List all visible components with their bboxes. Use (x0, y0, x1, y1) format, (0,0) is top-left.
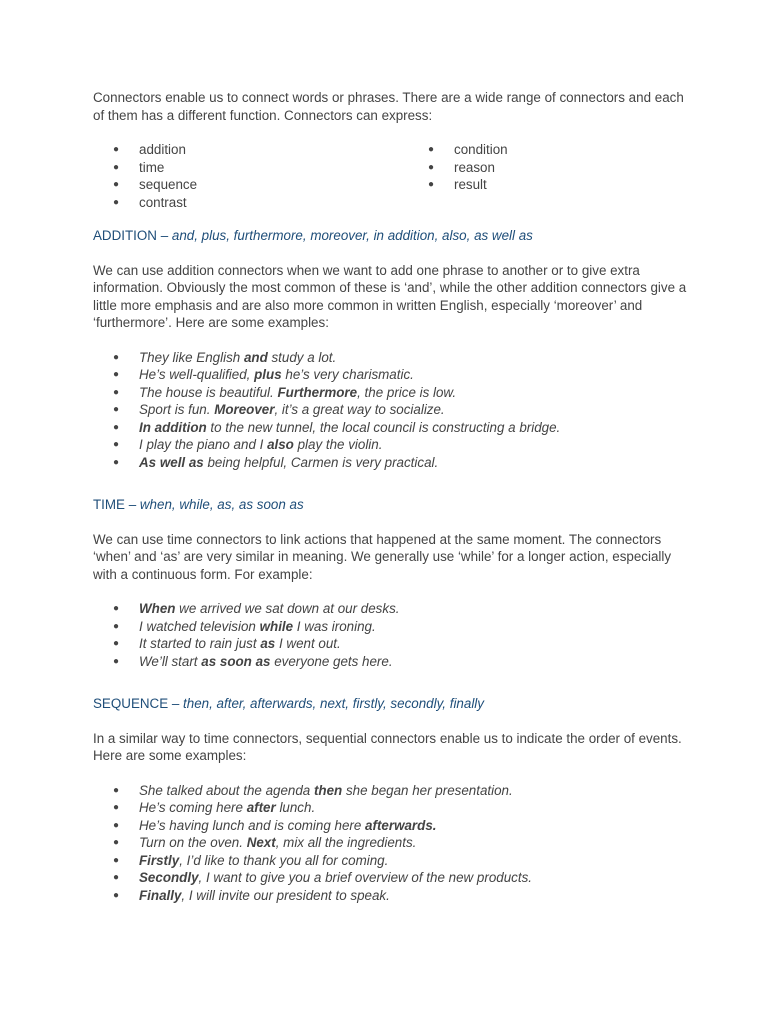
example-text-before: He’s well-qualified, (139, 367, 255, 382)
example-item (93, 600, 693, 618)
example-connector: Finally (139, 887, 182, 903)
function-item (408, 141, 688, 159)
example-text-after: lunch. (275, 800, 316, 815)
bullet-icon: ● (428, 144, 435, 155)
bullet-icon: ● (113, 179, 120, 190)
section-body-sequence: In a similar way to time connectors, sequential connectors enable us to indicate the order of events. Here are some examples: (93, 730, 682, 763)
list-item-text: time (139, 159, 165, 175)
function-item (408, 159, 688, 177)
list-item-text: addition (139, 142, 186, 157)
sections-container (93, 227, 693, 904)
example-text-after: , I’d like to thank you all for coming. (179, 852, 389, 868)
example-item (93, 436, 693, 454)
example-connector: as soon as (201, 653, 271, 669)
example-text-before: She talked about the agenda (139, 782, 314, 798)
example-item (93, 401, 693, 419)
example-text-before: He’s coming here (139, 800, 247, 815)
section-heading-connectors: when, while, as, as soon as (139, 497, 304, 512)
list-item-text: sequence (139, 177, 198, 192)
example-text-after: we arrived we sat down at our desks. (175, 601, 400, 616)
example-text-before: The house is beautiful. (139, 384, 278, 400)
example-text-after: play the violin. (293, 437, 383, 452)
bullet-icon: ● (113, 404, 120, 415)
function-item (93, 194, 408, 212)
section-heading-title: SEQUENCE (93, 696, 169, 711)
example-item (93, 349, 693, 367)
example-text-after: , the price is low. (357, 384, 457, 400)
bullet-icon: ● (113, 889, 120, 901)
example-connector: As well as (139, 454, 204, 470)
section-heading-dash: – (156, 228, 172, 243)
bullet-icon: ● (113, 837, 120, 848)
bullet-icon: ● (428, 179, 435, 190)
example-text-after: he’s very charismatic. (281, 367, 414, 382)
example-connector: When (139, 601, 176, 616)
function-item (93, 141, 408, 159)
examples-list-sequence (93, 782, 693, 905)
example-connector: plus (254, 367, 282, 382)
example-text-before: It started to rain just (139, 636, 261, 651)
example-connector: as (260, 636, 276, 651)
example-connector: after (246, 800, 276, 815)
bullet-icon: ● (113, 369, 120, 380)
example-text-before: Sport is fun. (139, 402, 215, 417)
example-text-before: I play the piano and I (139, 437, 268, 452)
example-connector: In addition (139, 419, 207, 435)
example-connector: Firstly (139, 852, 180, 868)
list-item-text: contrast (139, 194, 187, 210)
function-item (93, 159, 408, 177)
example-item (93, 366, 693, 384)
example-item (93, 782, 693, 800)
document-page (93, 89, 693, 929)
example-item (93, 618, 693, 636)
bullet-icon: ● (113, 802, 120, 813)
example-item (93, 869, 693, 887)
example-text-after: , mix all the ingredients. (275, 835, 417, 850)
section-body-addition: We can use addition connectors when we want to add one phrase to another or to give extra information. Obviously the most common of these is ‘and’, while the other addition connectors give a little more emphasis and are also more common in written English, especially ‘moreover’ and ‘furthermore’. Here are some examples: (93, 262, 687, 330)
section-heading-title: ADDITION (93, 228, 157, 243)
example-text-before: I watched television (139, 618, 260, 634)
example-connector: while (259, 618, 294, 634)
bullet-icon: ● (113, 872, 120, 883)
example-text-after: I went out. (275, 636, 341, 651)
example-text-before: We’ll start (139, 653, 202, 669)
bullet-icon: ● (113, 144, 120, 155)
section-heading-sequence (93, 695, 693, 713)
example-text-after: to the new tunnel, the local council is constructing a bridge. (206, 419, 561, 435)
bullet-icon: ● (113, 620, 120, 632)
example-connector: Secondly (139, 870, 199, 885)
examples-list-addition (93, 349, 693, 472)
bullet-icon: ● (428, 161, 435, 173)
example-item (93, 454, 693, 472)
bullet-icon: ● (113, 351, 120, 363)
bullet-icon: ● (113, 603, 120, 614)
example-text-after: , I want to give you a brief overview of the new products. (198, 870, 532, 885)
examples-list-time (93, 600, 693, 670)
list-item-text: condition (454, 142, 508, 157)
connector-functions-list (93, 141, 693, 211)
example-text-after: she began her presentation. (342, 782, 513, 798)
example-item (93, 834, 693, 852)
functions-right-column (408, 141, 688, 211)
bullet-icon: ● (113, 854, 120, 866)
section-heading-addition (93, 227, 693, 245)
example-text-after: study a lot. (267, 349, 337, 365)
example-item (93, 419, 693, 437)
functions-left-column (93, 141, 408, 211)
bullet-icon: ● (113, 386, 120, 398)
section-heading-connectors: and, plus, furthermore, moreover, in addition, also, as well as (171, 228, 533, 243)
example-text-before: They like English (139, 349, 244, 365)
function-item (408, 176, 688, 194)
example-item (93, 384, 693, 402)
example-text-before: Turn on the oven. (139, 835, 247, 850)
section-heading-connectors: then, after, afterwards, next, firstly, secondly, finally (183, 696, 484, 711)
example-text-before: He’s having lunch and is coming here (139, 817, 366, 833)
section-heading-dash: – (125, 497, 140, 512)
list-item-text: result (454, 177, 487, 192)
example-text-after: I was ironing. (293, 618, 376, 634)
bullet-icon: ● (113, 456, 120, 468)
example-connector: then (313, 782, 343, 798)
example-item (93, 635, 693, 653)
function-item (93, 176, 408, 194)
example-connector: Moreover (214, 402, 275, 417)
bullet-icon: ● (113, 819, 120, 831)
section-heading-dash: – (168, 696, 184, 711)
example-connector: Furthermore (277, 384, 358, 400)
list-item-text: reason (454, 159, 495, 175)
example-text-after: being helpful, Carmen is very practical. (203, 454, 439, 470)
section-body-time: We can use time connectors to link actions that happened at the same moment. The connectors ‘when’ and ‘as’ are very similar in meaning. We generally use ‘while’ for a longer action, especially with a continuous form. For example: (93, 531, 672, 582)
example-item (93, 653, 693, 671)
bullet-icon: ● (113, 784, 120, 796)
example-connector: and (243, 349, 268, 365)
section-heading-time (93, 496, 693, 514)
example-text-after: , it’s a great way to socialize. (274, 402, 445, 417)
example-item (93, 887, 693, 905)
bullet-icon: ● (113, 655, 120, 667)
example-text-after: , I will invite our president to speak. (181, 887, 390, 903)
example-item (93, 817, 693, 835)
bullet-icon: ● (113, 421, 120, 433)
bullet-icon: ● (113, 638, 120, 649)
bullet-icon: ● (113, 196, 120, 208)
section-heading-title: TIME (93, 497, 125, 512)
example-item (93, 852, 693, 870)
intro-paragraph: Connectors enable us to connect words or phrases. There are a wide range of connectors and each of them has a different function. Connectors can express: (93, 90, 684, 123)
example-connector: Next (246, 835, 276, 850)
example-connector: afterwards. (365, 817, 437, 833)
example-text-after: everyone gets here. (270, 653, 393, 669)
example-item (93, 799, 693, 817)
bullet-icon: ● (113, 439, 120, 450)
bullet-icon: ● (113, 161, 120, 173)
example-connector: also (267, 437, 294, 452)
